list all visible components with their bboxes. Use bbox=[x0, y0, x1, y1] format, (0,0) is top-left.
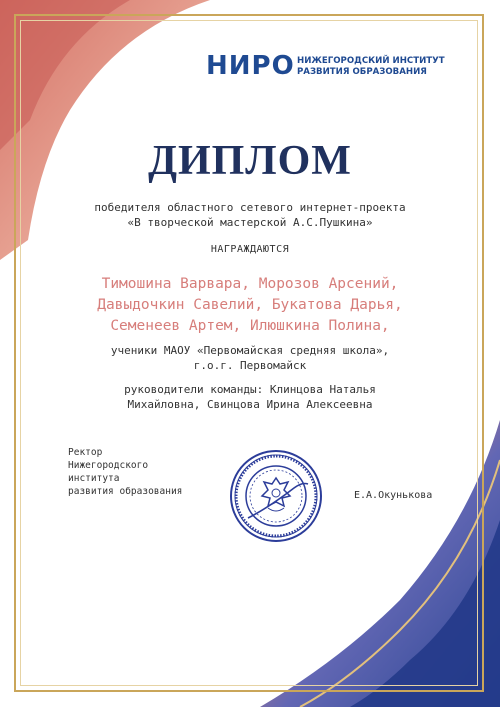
logo-name-line-2: РАЗВИТИЯ ОБРАЗОВАНИЯ bbox=[297, 67, 427, 77]
rector-title bbox=[68, 446, 208, 498]
school-line-1: ученики МАОУ «Первомайская средняя школа», bbox=[110, 344, 390, 357]
winners-list bbox=[20, 274, 480, 337]
winners-line: Давыдочкин Савелий, Букатова Дарья, bbox=[97, 297, 403, 313]
logo-name-line-1: НИЖЕГОРОДСКИЙ ИНСТИТУТ bbox=[297, 56, 445, 66]
subtitle-line-1: победителя областного сетевого интернет-проекта bbox=[94, 201, 406, 214]
signer-name: Е.А.Окунькова bbox=[354, 490, 433, 501]
official-seal-icon bbox=[228, 448, 324, 544]
rector-line: Нижегородского bbox=[68, 460, 149, 471]
logo-institute-name bbox=[297, 56, 457, 78]
awarded-label: НАГРАЖДАЮТСЯ bbox=[210, 244, 290, 255]
rector-line: развития образования bbox=[68, 486, 183, 497]
diploma-title: ДИПЛОМ bbox=[148, 138, 352, 184]
school-line-2: г.о.г. Первомайск bbox=[193, 359, 307, 372]
winners-line: Тимошина Варвара, Морозов Арсений, bbox=[101, 276, 399, 292]
leaders-line-1: руководители команды: Клинцова Наталья bbox=[124, 383, 376, 396]
rector-line: института bbox=[68, 473, 120, 484]
logo-mark: НИРО bbox=[206, 51, 295, 81]
leaders-line-2: Михайловна, Свинцова Ирина Алексеевна bbox=[127, 398, 373, 411]
winners-line: Семенеев Артем, Илюшкина Полина, bbox=[110, 318, 390, 334]
rector-line: Ректор bbox=[68, 447, 103, 458]
team-leaders bbox=[40, 382, 460, 412]
subtitle-line-2: «В творческой мастерской А.С.Пушкина» bbox=[127, 216, 373, 229]
school-info bbox=[40, 343, 460, 373]
diploma-subtitle bbox=[40, 200, 460, 230]
